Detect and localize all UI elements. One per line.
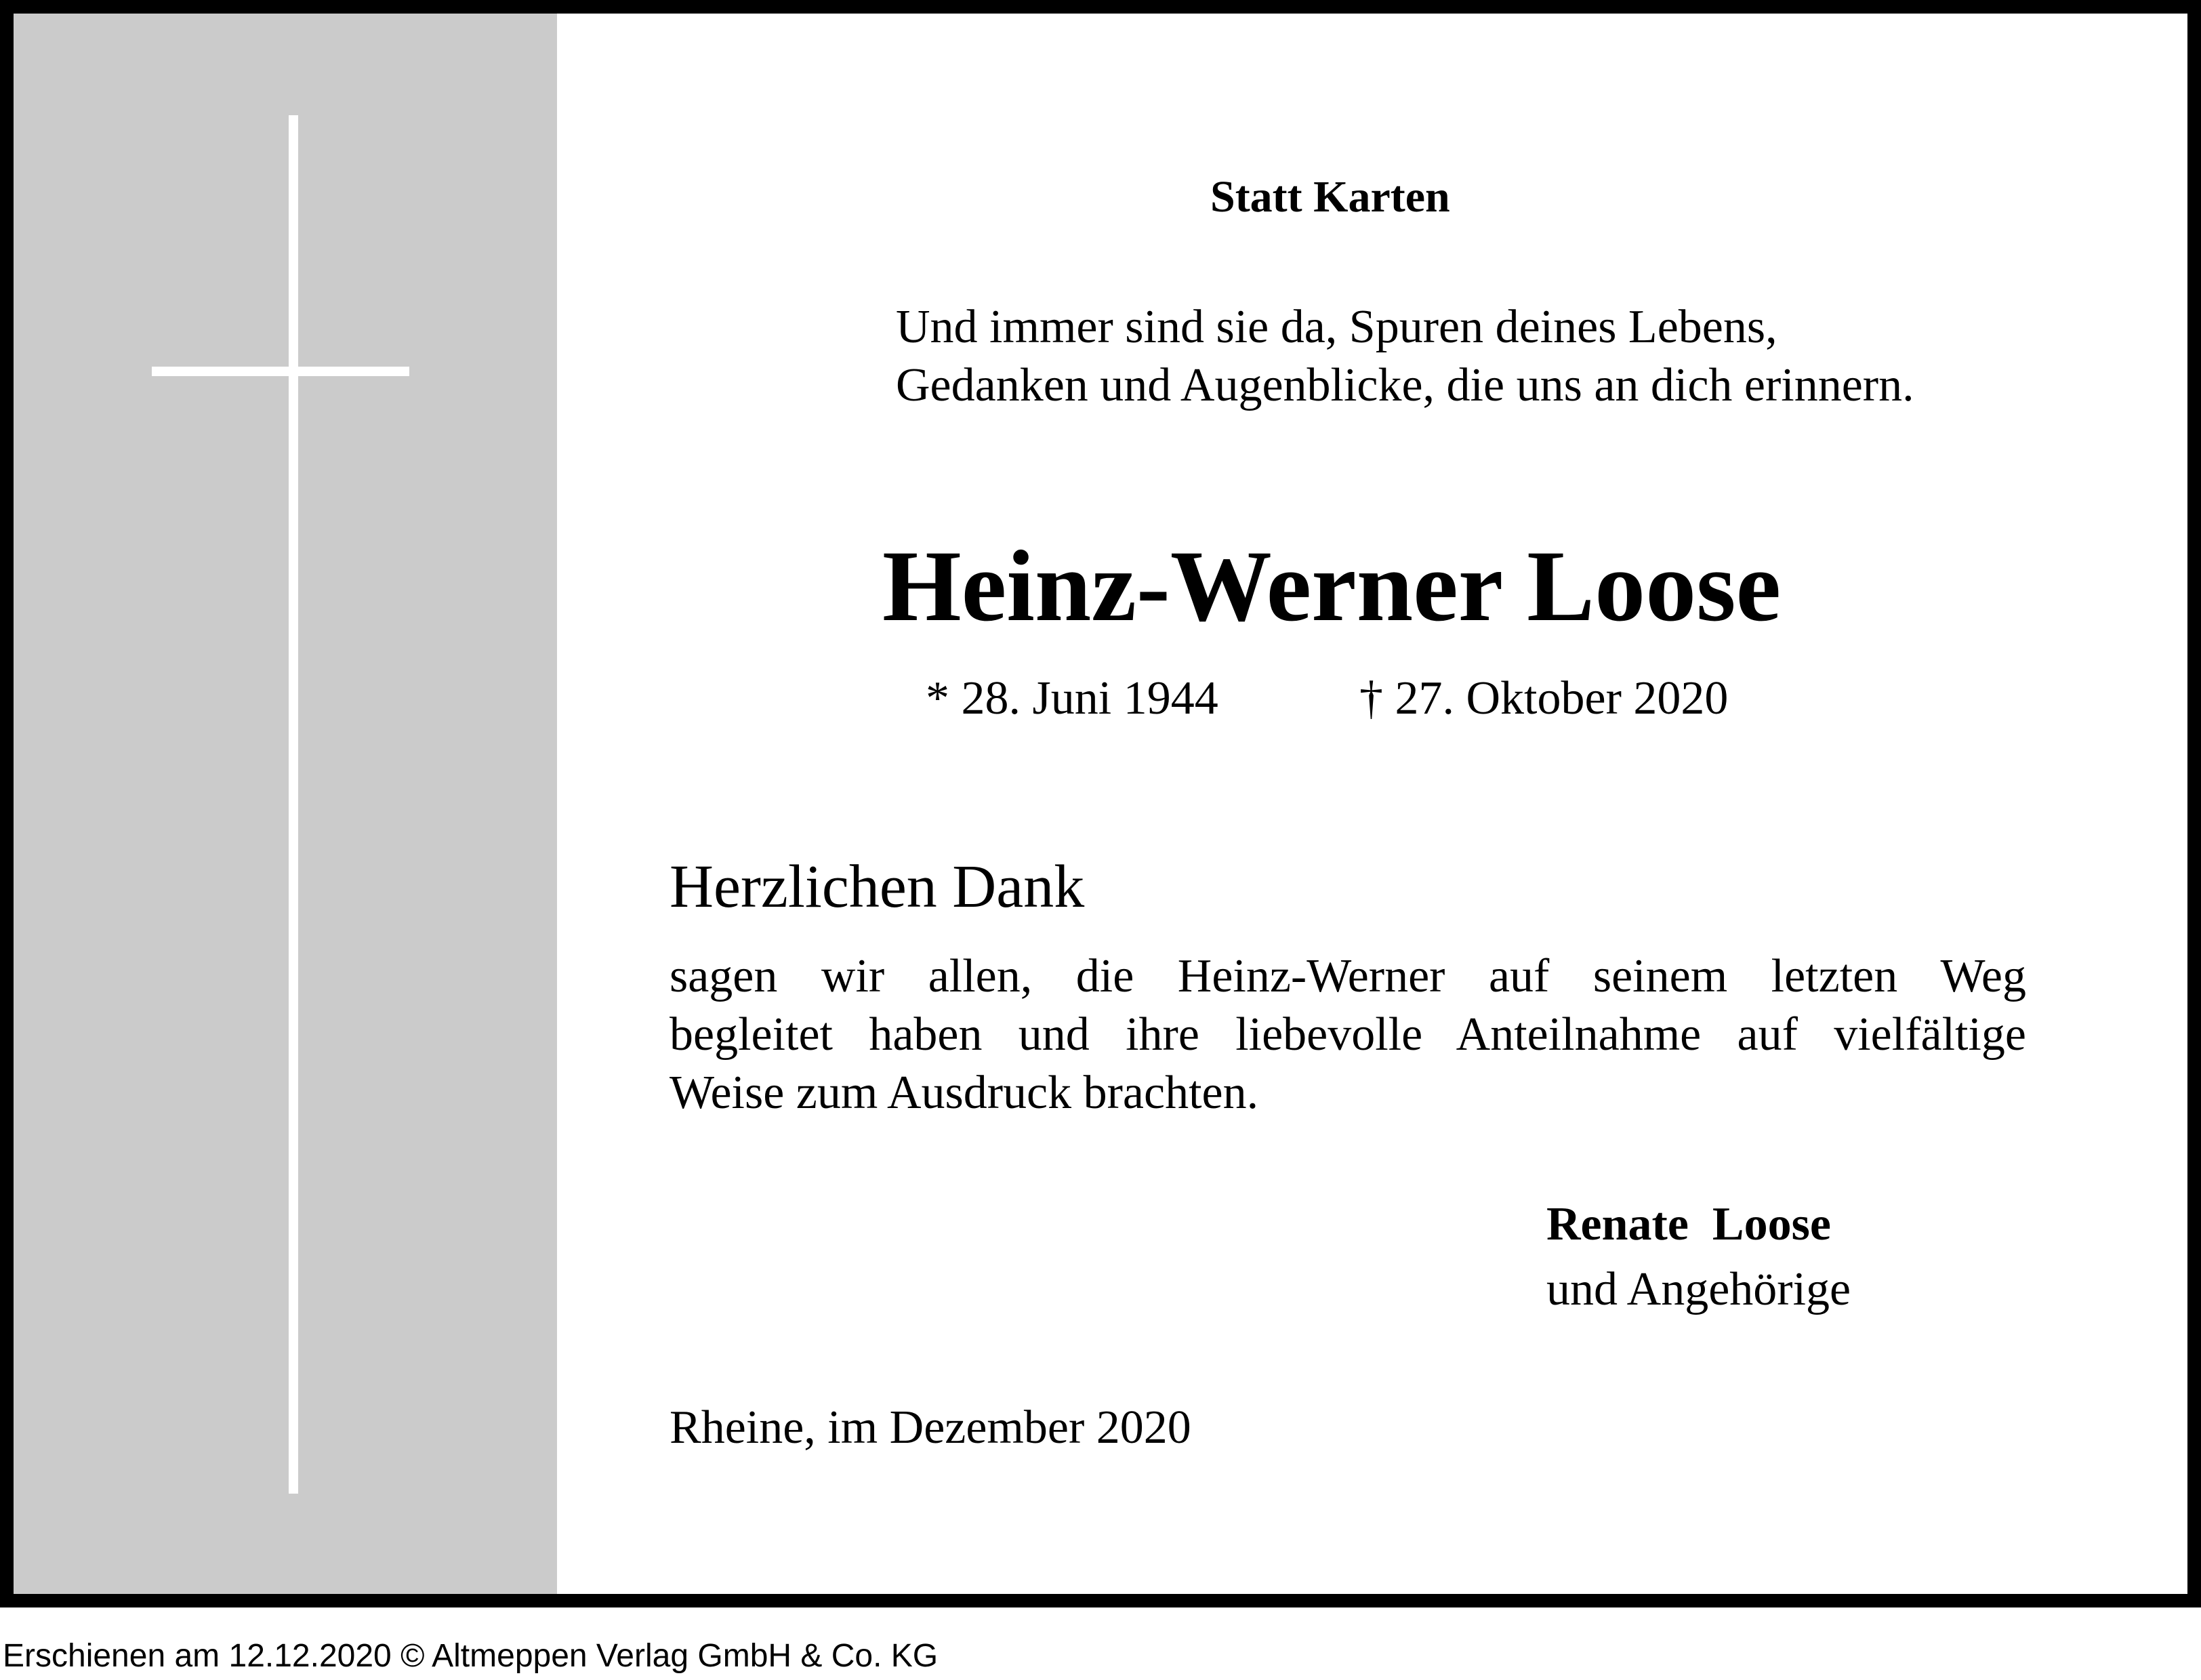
place-date: Rheine, im Dezember 2020 — [670, 1401, 1191, 1454]
notice-header: Statt Karten — [1210, 172, 1450, 222]
signer-name: Renate Loose — [1546, 1198, 1831, 1250]
thanks-line: sagen wir allen, die Heinz-Werner auf seinem letzten Weg — [670, 950, 2026, 1002]
cross-vertical-bar — [289, 115, 298, 1494]
side-panel — [14, 14, 557, 1594]
death-date: † 27. Oktober 2020 — [1359, 672, 1729, 724]
thanks-heading: Herzlichen Dank — [670, 853, 1085, 920]
verse-line: Und immer sind sie da, Spuren deines Lebens, — [896, 301, 1777, 353]
signer-family: und Angehörige — [1546, 1263, 1851, 1315]
cross-horizontal-bar — [152, 367, 409, 376]
birth-date: * 28. Juni 1944 — [926, 672, 1218, 724]
thanks-line: Weise zum Ausdruck brachten. — [670, 1067, 1259, 1119]
publication-footer: Erschienen am 12.12.2020 © Altmeppen Verlag GmbH & Co. KG — [3, 1638, 939, 1674]
memorial-verse — [896, 298, 1914, 415]
deceased-name: Heinz-Werner Loose — [882, 530, 1782, 642]
thanks-body — [670, 947, 2026, 1122]
thanks-line: begleitet haben und ihre liebevolle Anteilnahme auf vielfältige — [670, 1008, 2026, 1061]
verse-line: Gedanken und Augenblicke, die uns an dich erinnern. — [896, 359, 1914, 411]
